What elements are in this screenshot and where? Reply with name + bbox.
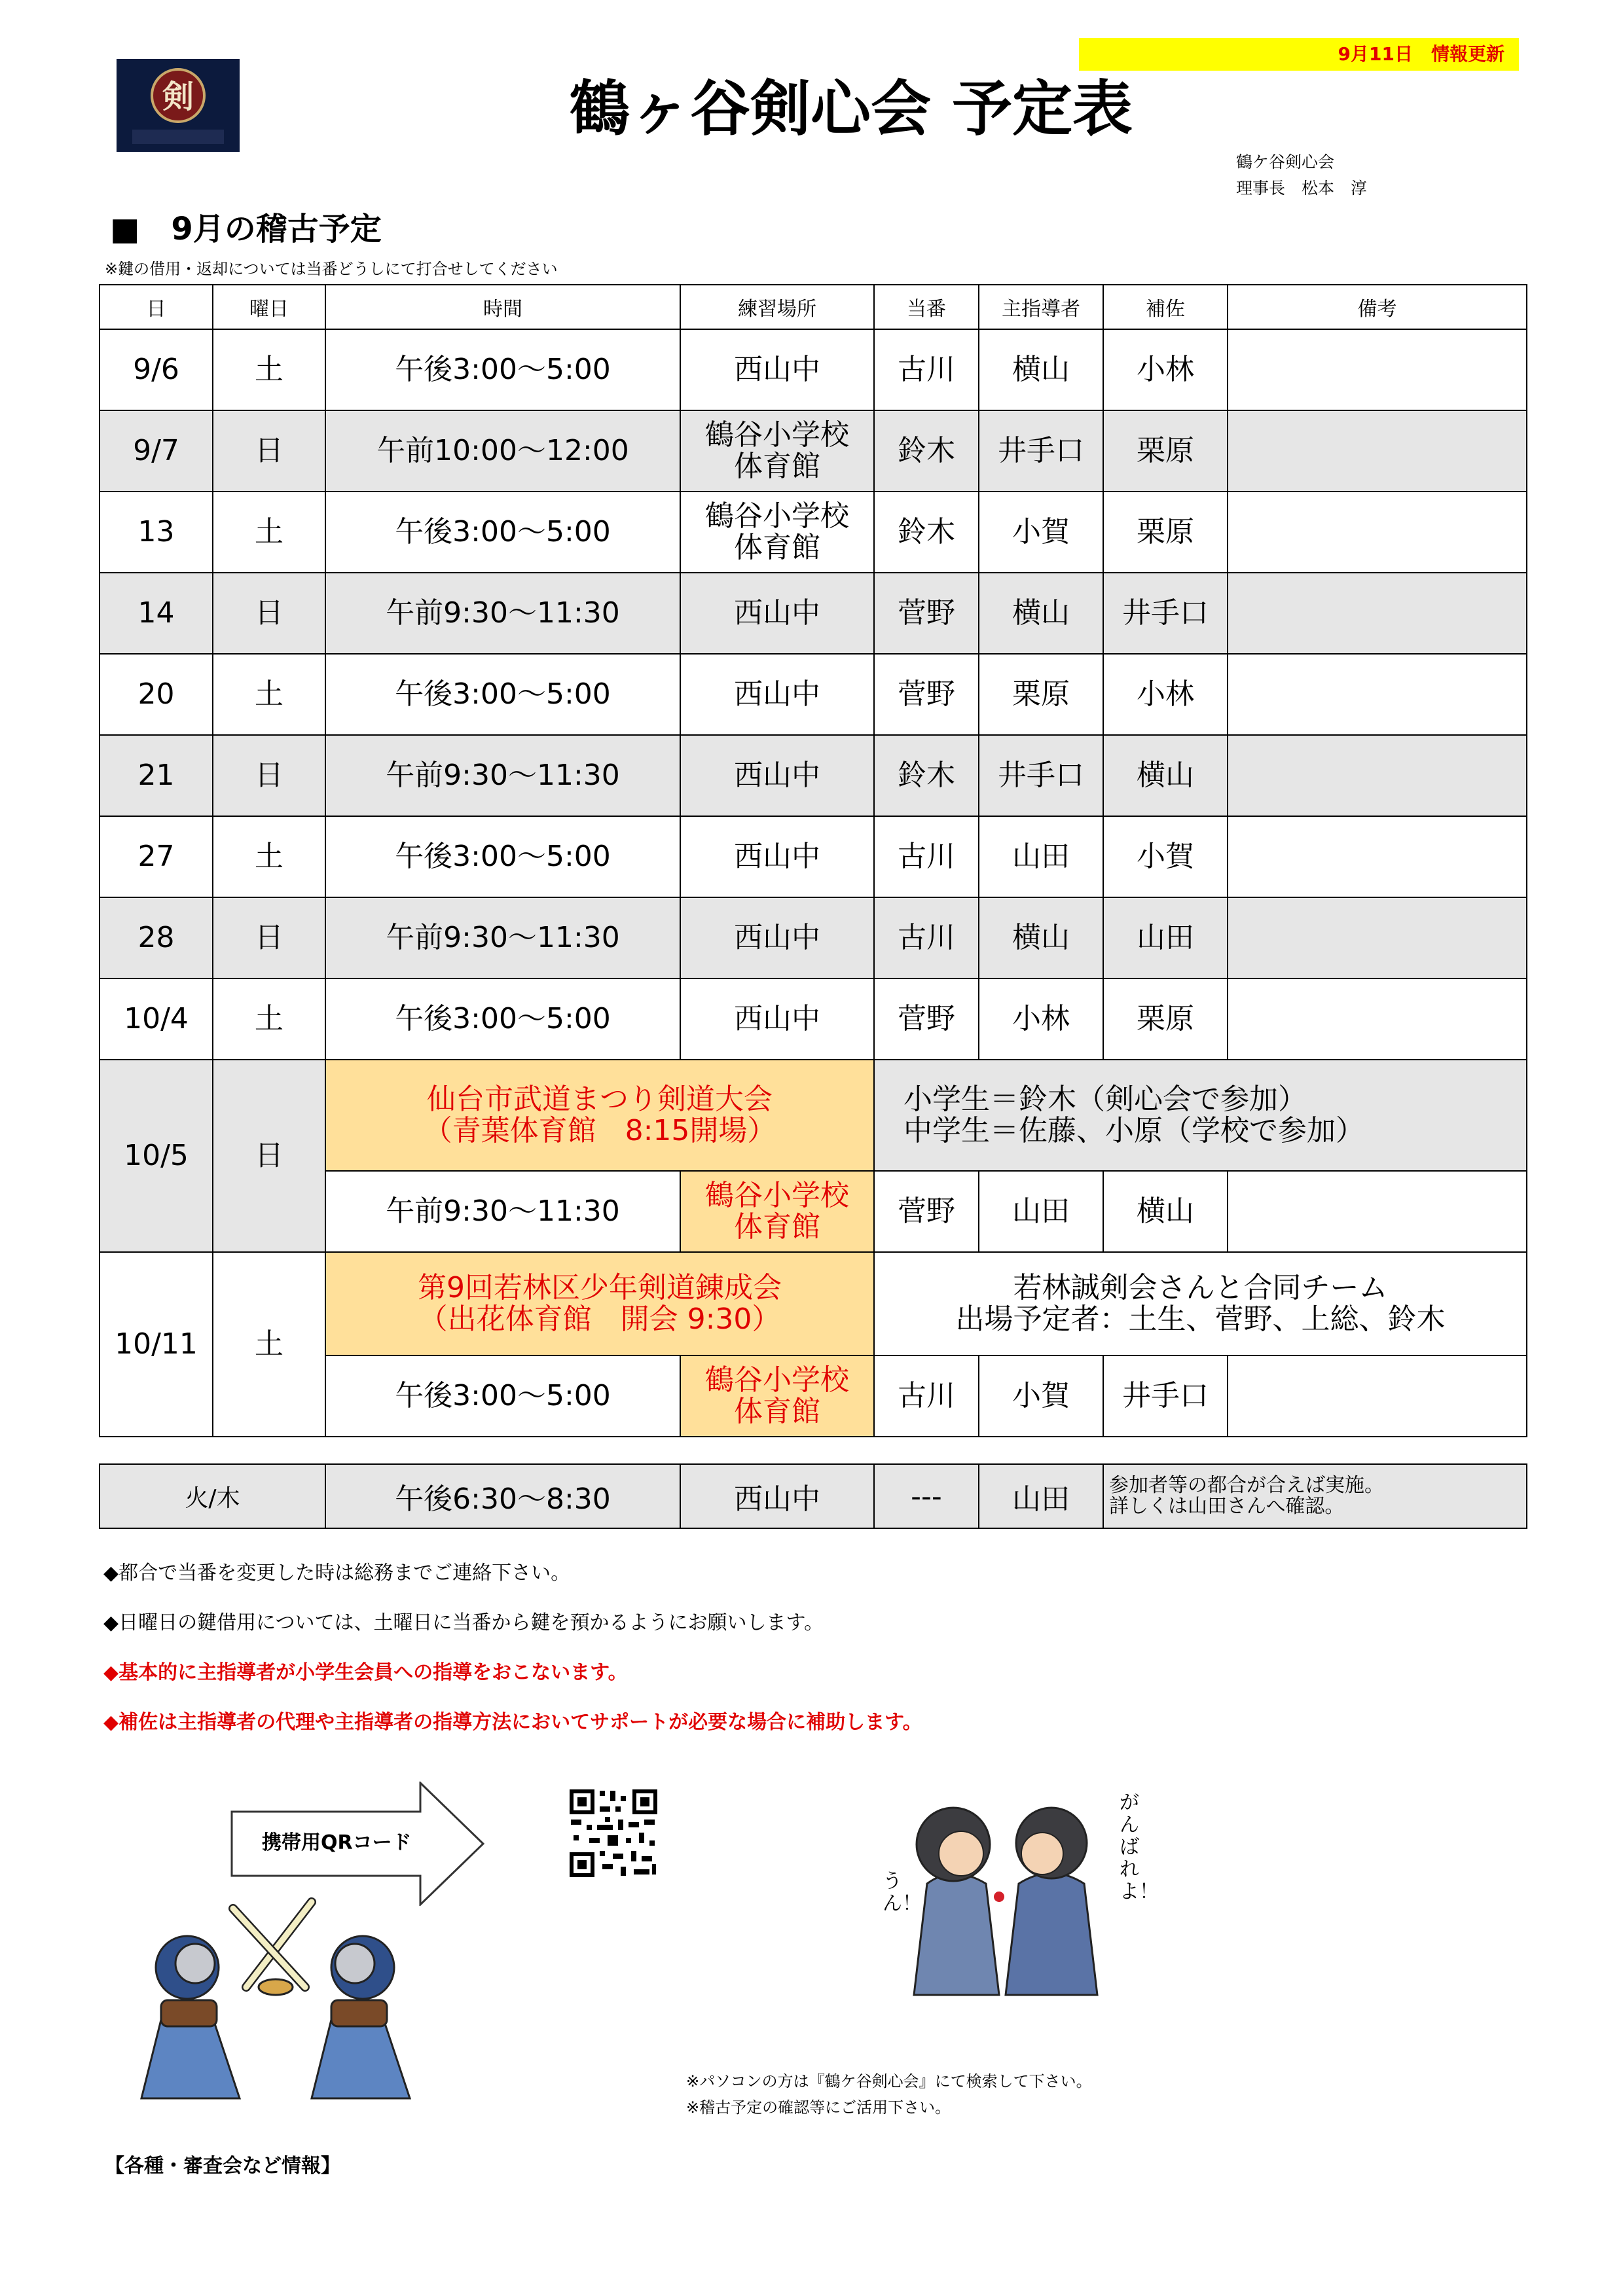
cell-time: 午後3:00～5:00: [325, 329, 680, 410]
qr-label: 携帯用QRコード: [262, 1831, 412, 1854]
schedule-table: [99, 284, 1527, 1437]
cell-date: 20: [100, 654, 213, 735]
table-row: [100, 978, 1527, 1060]
cell-duty: 鈴木: [874, 735, 979, 816]
page-title: 鶴ヶ谷剣心会 予定表: [569, 74, 1133, 144]
cell-time: 午後3:00～5:00: [325, 654, 680, 735]
cell-duty: 鈴木: [874, 492, 979, 573]
cell-remarks: [1228, 978, 1527, 1060]
speech-left: うん！: [883, 1870, 922, 1915]
event-name: 仙台市武道まつり剣道大会: [427, 1083, 773, 1116]
event-cell: [325, 1252, 874, 1355]
cell-place: 西山中: [680, 978, 874, 1060]
cell-remarks: [1228, 735, 1527, 816]
cell-duty: 古川: [874, 816, 979, 897]
cell-date: 21: [100, 735, 213, 816]
cell-date: 10/5: [100, 1060, 213, 1252]
cell-day: 日: [213, 410, 325, 492]
note-important: ◆基本的に主指導者が小学生会員への指導をおこないます。: [103, 1661, 628, 1684]
cell-place: 鶴谷小学校体育館: [680, 1355, 874, 1437]
table-row: [100, 329, 1527, 410]
cell-place: 西山中: [680, 897, 874, 978]
club-logo: [117, 59, 240, 152]
cell-day: 土: [213, 1252, 325, 1437]
table-row: [100, 897, 1527, 978]
table-row-event: [100, 1060, 1527, 1171]
cell-duty: 菅野: [874, 573, 979, 654]
cell-lead: 山田: [979, 816, 1103, 897]
table-row: [100, 573, 1527, 654]
cell-remarks: [1228, 573, 1527, 654]
cell-date: 9/6: [100, 329, 213, 410]
cell-lead: 小賀: [979, 492, 1103, 573]
cell-place: 鶴谷小学校体育館: [680, 1171, 874, 1252]
header-lead: 主指導者: [979, 285, 1103, 329]
event-info-line: 出場予定者：土生、菅野、上総、鈴木: [955, 1302, 1446, 1336]
cell-assist: 横山: [1103, 1171, 1228, 1252]
table-header-row: [100, 285, 1527, 329]
event-venue: （出花体育館 開会 9:30）: [418, 1302, 781, 1336]
cell-duty: 菅野: [874, 978, 979, 1060]
cell-assist: 山田: [1103, 897, 1228, 978]
event-name: 第9回若林区少年剣道錬成会: [418, 1271, 782, 1304]
cell-assist: 横山: [1103, 735, 1228, 816]
event-info: [874, 1060, 1527, 1171]
cell-assist: 小林: [1103, 654, 1228, 735]
qr-arrow: [230, 1782, 486, 1906]
event-cell: [325, 1060, 874, 1171]
cell-assist: 栗原: [1103, 492, 1228, 573]
remark-line: 詳しくは山田さんへ確認。: [1109, 1495, 1345, 1518]
cell-day: 日: [213, 897, 325, 978]
cell-day: 土: [213, 492, 325, 573]
event-info-line: 中学生＝佐藤、小原（学校で参加）: [903, 1114, 1364, 1147]
kendo-fighters-illustration: [115, 1895, 436, 2111]
cell-lead: 山田: [979, 1464, 1103, 1528]
cell-remarks: [1228, 897, 1527, 978]
cell-duty: 古川: [874, 329, 979, 410]
cell-lead: 横山: [979, 329, 1103, 410]
cell-time: 午前9:30～11:30: [325, 1171, 680, 1252]
header-duty: 当番: [874, 285, 979, 329]
kendo-boys-illustration: [883, 1785, 1159, 2001]
cell-date: 9/7: [100, 410, 213, 492]
cell-remarks: [1228, 492, 1527, 573]
cell-time: 午後3:00～5:00: [325, 978, 680, 1060]
cell-place: 西山中: [680, 329, 874, 410]
cell-day: 火/木: [100, 1464, 325, 1528]
cell-time: 午後3:00～5:00: [325, 816, 680, 897]
key-note: ※鍵の借用・返却については当番どうしにて打合せしてください: [105, 260, 558, 278]
header-time: 時間: [325, 285, 680, 329]
cell-time: 午後3:00～5:00: [325, 492, 680, 573]
cell-remarks: [1228, 410, 1527, 492]
cell-duty: ---: [874, 1464, 979, 1528]
note: ◆日曜日の鍵借用については、土曜日に当番から鍵を預かるようにお願いします。: [103, 1611, 824, 1634]
cell-assist: 井手口: [1103, 1355, 1228, 1437]
cell-day: 土: [213, 978, 325, 1060]
header-date: 日: [100, 285, 213, 329]
cell-date: 27: [100, 816, 213, 897]
pc-search-note: ※パソコンの方は『鶴ケ谷剣心会』にて検索して下さい。: [686, 2072, 1092, 2090]
cell-time: 午前10:00～12:00: [325, 410, 680, 492]
weekly-table: [99, 1463, 1527, 1529]
cell-place: 西山中: [680, 1464, 874, 1528]
cell-remarks: [1228, 816, 1527, 897]
table-row: [100, 492, 1527, 573]
header-place: 練習場所: [680, 285, 874, 329]
cell-place: 西山中: [680, 654, 874, 735]
cell-place: 西山中: [680, 573, 874, 654]
remark-line: 参加者等の都合が合えば実施。: [1109, 1474, 1384, 1497]
header-assist: 補佐: [1103, 285, 1228, 329]
cell-day: 日: [213, 1060, 325, 1252]
cell-lead: 山田: [979, 1171, 1103, 1252]
section-title: ■ 9月の稽古予定: [110, 211, 382, 247]
cell-assist: 小林: [1103, 329, 1228, 410]
footer-heading: 【各種・審査会など情報】: [105, 2155, 340, 2178]
svg-text:剣: 剣: [162, 79, 194, 115]
cell-date: 14: [100, 573, 213, 654]
cell-date: 13: [100, 492, 213, 573]
table-row: [100, 816, 1527, 897]
cell-duty: 鈴木: [874, 410, 979, 492]
cell-time: 午前9:30～11:30: [325, 735, 680, 816]
cell-lead: 井手口: [979, 410, 1103, 492]
cell-remarks: [1103, 1464, 1527, 1528]
org-name: 鶴ケ谷剣心会: [1236, 152, 1335, 171]
header-remarks: 備考: [1228, 285, 1527, 329]
cell-lead: 井手口: [979, 735, 1103, 816]
cell-day: 土: [213, 329, 325, 410]
cell-time: 午前9:30～11:30: [325, 573, 680, 654]
cell-assist: 井手口: [1103, 573, 1228, 654]
pc-usage-note: ※稽古予定の確認等にご活用下さい。: [686, 2098, 951, 2117]
cell-remarks: [1228, 1171, 1527, 1252]
cell-duty: 菅野: [874, 654, 979, 735]
update-badge: 9月11日 情報更新: [1079, 38, 1519, 71]
cell-place: 鶴谷小学校体育館: [680, 492, 874, 573]
cell-remarks: [1228, 329, 1527, 410]
note-important: ◆補佐は主指導者の代理や主指導者の指導方法においてサポートが必要な場合に補助します。: [103, 1711, 922, 1734]
cell-duty: 古川: [874, 897, 979, 978]
cell-lead: 小林: [979, 978, 1103, 1060]
cell-lead: 栗原: [979, 654, 1103, 735]
cell-remarks: [1228, 1355, 1527, 1437]
table-row: [100, 735, 1527, 816]
cell-lead: 小賀: [979, 1355, 1103, 1437]
cell-remarks: [1228, 654, 1527, 735]
cell-place: 西山中: [680, 735, 874, 816]
cell-day: 日: [213, 735, 325, 816]
cell-day: 土: [213, 816, 325, 897]
cell-lead: 横山: [979, 573, 1103, 654]
chair-name: 理事長 松本 淳: [1236, 179, 1368, 198]
cell-date: 10/11: [100, 1252, 213, 1437]
qr-code[interactable]: [567, 1787, 660, 1880]
cell-place: 鶴谷小学校体育館: [680, 410, 874, 492]
cell-lead: 横山: [979, 897, 1103, 978]
cell-assist: 小賀: [1103, 816, 1228, 897]
cell-time: 午前9:30～11:30: [325, 897, 680, 978]
table-row: [100, 1464, 1527, 1528]
event-info: [874, 1252, 1527, 1355]
table-row-event: [100, 1252, 1527, 1355]
cell-duty: 菅野: [874, 1171, 979, 1252]
cell-assist: 栗原: [1103, 978, 1228, 1060]
cell-date: 10/4: [100, 978, 213, 1060]
event-venue: （青葉体育館 8:15開場）: [423, 1114, 776, 1147]
cell-place: 西山中: [680, 816, 874, 897]
cell-duty: 古川: [874, 1355, 979, 1437]
cell-assist: 栗原: [1103, 410, 1228, 492]
cell-day: 日: [213, 573, 325, 654]
speech-right: がんばれよ！: [1120, 1791, 1159, 1903]
event-info-line: 小学生＝鈴木（剣心会で参加）: [903, 1083, 1307, 1116]
cell-time: 午後3:00～5:00: [325, 1355, 680, 1437]
table-row: [100, 410, 1527, 492]
cell-time: 午後6:30～8:30: [325, 1464, 680, 1528]
event-info-line: 若林誠剣会さんと合同チーム: [1013, 1271, 1388, 1304]
note: ◆都合で当番を変更した時は総務までご連絡下さい。: [103, 1562, 571, 1585]
header-day: 曜日: [213, 285, 325, 329]
cell-date: 28: [100, 897, 213, 978]
table-row: [100, 654, 1527, 735]
cell-day: 土: [213, 654, 325, 735]
